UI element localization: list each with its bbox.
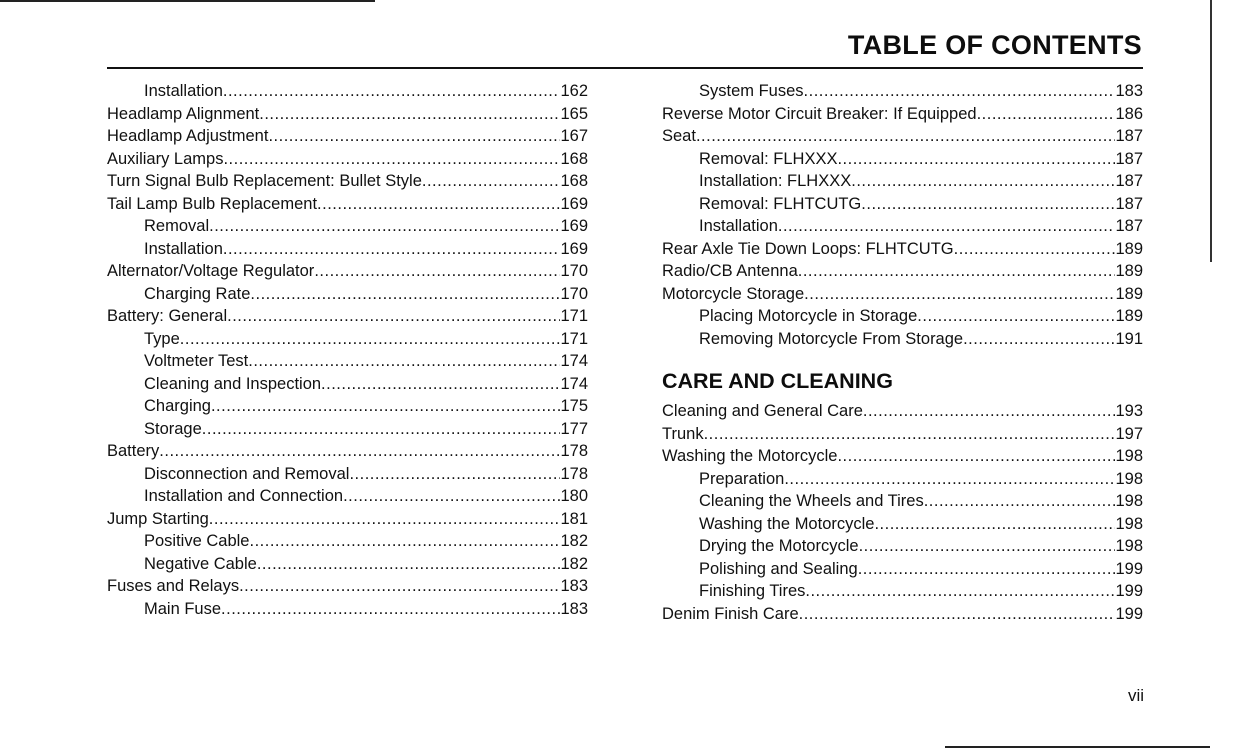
toc-entry-label: Installation [144, 239, 223, 258]
toc-entry-page: 182 [560, 554, 588, 573]
dot-leader [159, 440, 560, 463]
toc-right-entries [662, 80, 1143, 350]
toc-entry-label: Storage [144, 419, 202, 438]
toc-entry-label: Installation [699, 217, 778, 235]
toc-entry[interactable] [107, 485, 588, 508]
toc-entry-label: Cleaning and Inspection [144, 374, 322, 393]
toc-entry-page: 187 [1115, 217, 1143, 235]
toc-entry[interactable] [662, 400, 1143, 423]
toc-entry-page: 180 [560, 487, 588, 505]
toc-entry-page: 167 [560, 127, 588, 145]
toc-care-cleaning-entries [662, 400, 1143, 625]
toc-entry-label: Washing the Motorcycle [699, 514, 875, 533]
scan-edge-bottom [945, 746, 1210, 748]
toc-entry-page: 183 [560, 599, 588, 618]
toc-entry-page: 174 [560, 352, 588, 370]
toc-entry-page: 169 [560, 239, 588, 258]
toc-entry-label: Charging [144, 397, 211, 415]
toc-left-column [107, 80, 588, 620]
toc-entry[interactable] [662, 193, 1143, 216]
toc-entry-label: Reverse Motor Circuit Breaker: If Equipped [662, 104, 977, 123]
toc-entry[interactable] [662, 148, 1143, 171]
toc-entry-label: Headlamp Adjustment [107, 127, 269, 145]
toc-entry[interactable] [662, 468, 1143, 491]
dot-leader [861, 193, 1115, 216]
dot-leader [837, 445, 1115, 468]
toc-entry-label: Seat [662, 127, 696, 145]
dot-leader [223, 148, 560, 171]
toc-entry-label: Installation and Connection [144, 487, 344, 505]
toc-entry-page: 189 [1115, 239, 1143, 258]
dot-leader [321, 373, 560, 396]
toc-entry-label: Negative Cable [144, 554, 257, 573]
toc-entry-page: 171 [560, 307, 588, 325]
dot-leader [250, 283, 560, 306]
toc-entry-label: Removal: FLHXXX [699, 149, 838, 168]
dot-leader [837, 148, 1115, 171]
toc-entry-page: 189 [1115, 307, 1143, 325]
dot-leader [863, 400, 1116, 423]
toc-entry[interactable] [107, 328, 588, 351]
toc-entry[interactable] [107, 418, 588, 441]
toc-entry[interactable] [662, 580, 1143, 603]
dot-leader [859, 535, 1116, 558]
toc-entry-label: Motorcycle Storage [662, 284, 805, 303]
toc-entry[interactable] [662, 490, 1143, 513]
dot-leader [268, 125, 560, 148]
toc-entry-page: 168 [560, 172, 588, 190]
toc-entry-page: 198 [1115, 514, 1143, 533]
dot-leader [858, 558, 1116, 581]
toc-entry-page: 178 [560, 442, 588, 460]
toc-entry-page: 182 [560, 532, 588, 550]
toc-entry[interactable] [662, 103, 1143, 126]
toc-entry-page: 170 [560, 262, 588, 280]
page-title: TABLE OF CONTENTS [847, 30, 1142, 60]
toc-entry-label: Auxiliary Lamps [107, 149, 224, 168]
toc-entry-page: 165 [560, 104, 588, 123]
dot-leader [209, 215, 560, 238]
dot-leader [223, 238, 561, 261]
toc-entry-page: 198 [1115, 537, 1143, 555]
dot-leader [805, 580, 1115, 603]
toc-entry[interactable] [107, 350, 588, 373]
toc-entry-label: Alternator/Voltage Regulator [107, 262, 315, 280]
toc-entry[interactable] [662, 170, 1143, 193]
toc-entry[interactable] [107, 598, 588, 621]
toc-entry-page: 187 [1115, 172, 1143, 190]
dot-leader [704, 423, 1116, 446]
toc-entry-label: Installation: FLHXXX [699, 172, 852, 190]
dot-leader [349, 463, 560, 486]
dot-leader [804, 283, 1115, 306]
dot-leader [248, 350, 560, 373]
dot-leader [804, 80, 1116, 103]
toc-entry[interactable] [107, 215, 588, 238]
toc-entry-page: 183 [560, 577, 588, 595]
dot-leader [239, 575, 560, 598]
toc-entry-page: 189 [1115, 262, 1143, 280]
toc-entry-label: Washing the Motorcycle [662, 447, 838, 465]
dot-leader [422, 170, 561, 193]
toc-entry[interactable] [662, 558, 1143, 581]
toc-entry[interactable] [107, 530, 588, 553]
toc-entry-page: 187 [1115, 127, 1143, 145]
toc-entry-label: Turn Signal Bulb Replacement: Bullet Style [107, 172, 422, 190]
dot-leader [954, 238, 1116, 261]
toc-entry-label: Disconnection and Removal [144, 464, 350, 483]
toc-entry-label: Denim Finish Care [662, 604, 799, 623]
dot-leader [257, 553, 561, 576]
dot-leader [249, 530, 560, 553]
toc-entry-label: Charging Rate [144, 284, 251, 303]
toc-entry[interactable] [107, 260, 588, 283]
toc-entry-page: 199 [1115, 559, 1143, 578]
scan-edge-right [1210, 0, 1212, 262]
toc-entry[interactable] [107, 125, 588, 148]
toc-entry-page: 168 [560, 149, 588, 168]
toc-entry[interactable] [662, 513, 1143, 536]
toc-entry-label: Type [144, 329, 180, 348]
dot-leader [227, 305, 560, 328]
dot-leader [343, 485, 560, 508]
toc-entry[interactable] [662, 238, 1143, 261]
toc-entry[interactable] [107, 283, 588, 306]
dot-leader [874, 513, 1115, 536]
toc-entry[interactable] [107, 508, 588, 531]
header-rule [107, 67, 1143, 69]
dot-leader [798, 260, 1116, 283]
toc-entry-page: 198 [1115, 492, 1143, 510]
toc-entry-page: 198 [1115, 447, 1143, 465]
toc-entry-page: 199 [1115, 604, 1143, 623]
section-heading-care-and-cleaning: CARE AND CLEANING [662, 369, 893, 393]
toc-entry-label: Radio/CB Antenna [662, 262, 798, 280]
toc-entry[interactable] [107, 238, 588, 261]
toc-entry-page: 171 [560, 329, 588, 348]
scan-edge-top [0, 0, 375, 2]
toc-entry-label: Cleaning and General Care [662, 402, 863, 420]
toc-entry-page: 186 [1115, 104, 1143, 123]
toc-entry-page: 191 [1115, 329, 1143, 348]
toc-entry[interactable] [107, 395, 588, 418]
toc-entry[interactable] [662, 445, 1143, 468]
toc-entry[interactable] [662, 260, 1143, 283]
toc-entry[interactable] [662, 283, 1143, 306]
toc-entry-page: 170 [560, 284, 588, 303]
toc-entry-label: Battery: General [107, 307, 228, 325]
toc-entry[interactable] [107, 170, 588, 193]
dot-leader [963, 328, 1115, 351]
dot-leader [977, 103, 1116, 126]
toc-entry-label: Tail Lamp Bulb Replacement [107, 194, 318, 213]
dot-leader [799, 603, 1116, 626]
toc-entry-page: 187 [1115, 194, 1143, 213]
toc-entry-page: 175 [560, 397, 588, 415]
toc-entry-label: Voltmeter Test [144, 352, 249, 370]
toc-entry[interactable] [107, 193, 588, 216]
toc-entry-page: 198 [1115, 469, 1143, 488]
toc-entry[interactable] [107, 80, 588, 103]
dot-leader [259, 103, 560, 126]
toc-entry-page: 197 [1115, 424, 1143, 443]
toc-entry-page: 169 [560, 217, 588, 235]
dot-leader [851, 170, 1115, 193]
toc-entry-label: System Fuses [699, 82, 804, 100]
dot-leader [778, 215, 1116, 238]
toc-entry[interactable] [107, 463, 588, 486]
toc-entry-label: Rear Axle Tie Down Loops: FLHTCUTG [662, 239, 954, 258]
dot-leader [209, 508, 561, 531]
toc-entry[interactable] [662, 125, 1143, 148]
toc-entry-label: Installation [144, 82, 223, 100]
toc-right-column [662, 80, 1143, 625]
toc-entry[interactable] [662, 328, 1143, 351]
toc-entry-label: Polishing and Sealing [699, 559, 858, 578]
toc-entry[interactable] [662, 603, 1143, 626]
toc-entry[interactable] [662, 535, 1143, 558]
dot-leader [917, 305, 1115, 328]
toc-entry[interactable] [662, 423, 1143, 446]
toc-entry-label: Cleaning the Wheels and Tires [699, 492, 924, 510]
toc-entry-label: Removal [144, 217, 210, 235]
toc-entry-page: 187 [1115, 149, 1143, 168]
dot-leader [180, 328, 561, 351]
toc-entry-page: 193 [1115, 402, 1143, 420]
page-number: vii [1127, 686, 1144, 705]
dot-leader [202, 418, 561, 441]
toc-entry[interactable] [107, 373, 588, 396]
toc-entry-page: 183 [1115, 82, 1143, 100]
dot-leader [314, 260, 560, 283]
toc-entry-label: Headlamp Alignment [107, 104, 260, 123]
toc-entry-label: Removing Motorcycle From Storage [699, 329, 964, 348]
toc-entry-label: Removal: FLHTCUTG [699, 194, 862, 213]
toc-entry-page: 199 [1115, 582, 1143, 600]
dot-leader [924, 490, 1116, 513]
toc-entry-label: Positive Cable [144, 532, 250, 550]
toc-entry[interactable] [107, 305, 588, 328]
toc-entry-page: 162 [560, 82, 588, 100]
toc-entry[interactable] [662, 215, 1143, 238]
toc-entry-label: Jump Starting [107, 509, 209, 528]
dot-leader [211, 395, 561, 418]
toc-entry-page: 169 [560, 194, 588, 213]
toc-entry-label: Placing Motorcycle in Storage [699, 307, 918, 325]
toc-entry-label: Finishing Tires [699, 582, 806, 600]
toc-entry-page: 181 [560, 509, 588, 528]
dot-leader [317, 193, 560, 216]
toc-entry-label: Battery [107, 442, 160, 460]
toc-entry-label: Trunk [662, 424, 704, 443]
toc-entry-label: Drying the Motorcycle [699, 537, 859, 555]
toc-entry[interactable] [107, 440, 588, 463]
toc-entry-page: 177 [560, 419, 588, 438]
toc-entry-page: 174 [560, 374, 588, 393]
toc-entry-page: 189 [1115, 284, 1143, 303]
dot-leader [223, 80, 561, 103]
dot-leader [784, 468, 1115, 491]
toc-entry[interactable] [107, 553, 588, 576]
dot-leader [221, 598, 560, 621]
toc-entry-label: Fuses and Relays [107, 577, 240, 595]
toc-entry[interactable] [107, 148, 588, 171]
toc-entry-label: Main Fuse [144, 599, 222, 618]
toc-entry[interactable] [107, 103, 588, 126]
toc-entry-page: 178 [560, 464, 588, 483]
toc-entry[interactable] [107, 575, 588, 598]
toc-entry[interactable] [662, 80, 1143, 103]
toc-entry[interactable] [662, 305, 1143, 328]
toc-entry-label: Preparation [699, 469, 785, 488]
dot-leader [696, 125, 1116, 148]
